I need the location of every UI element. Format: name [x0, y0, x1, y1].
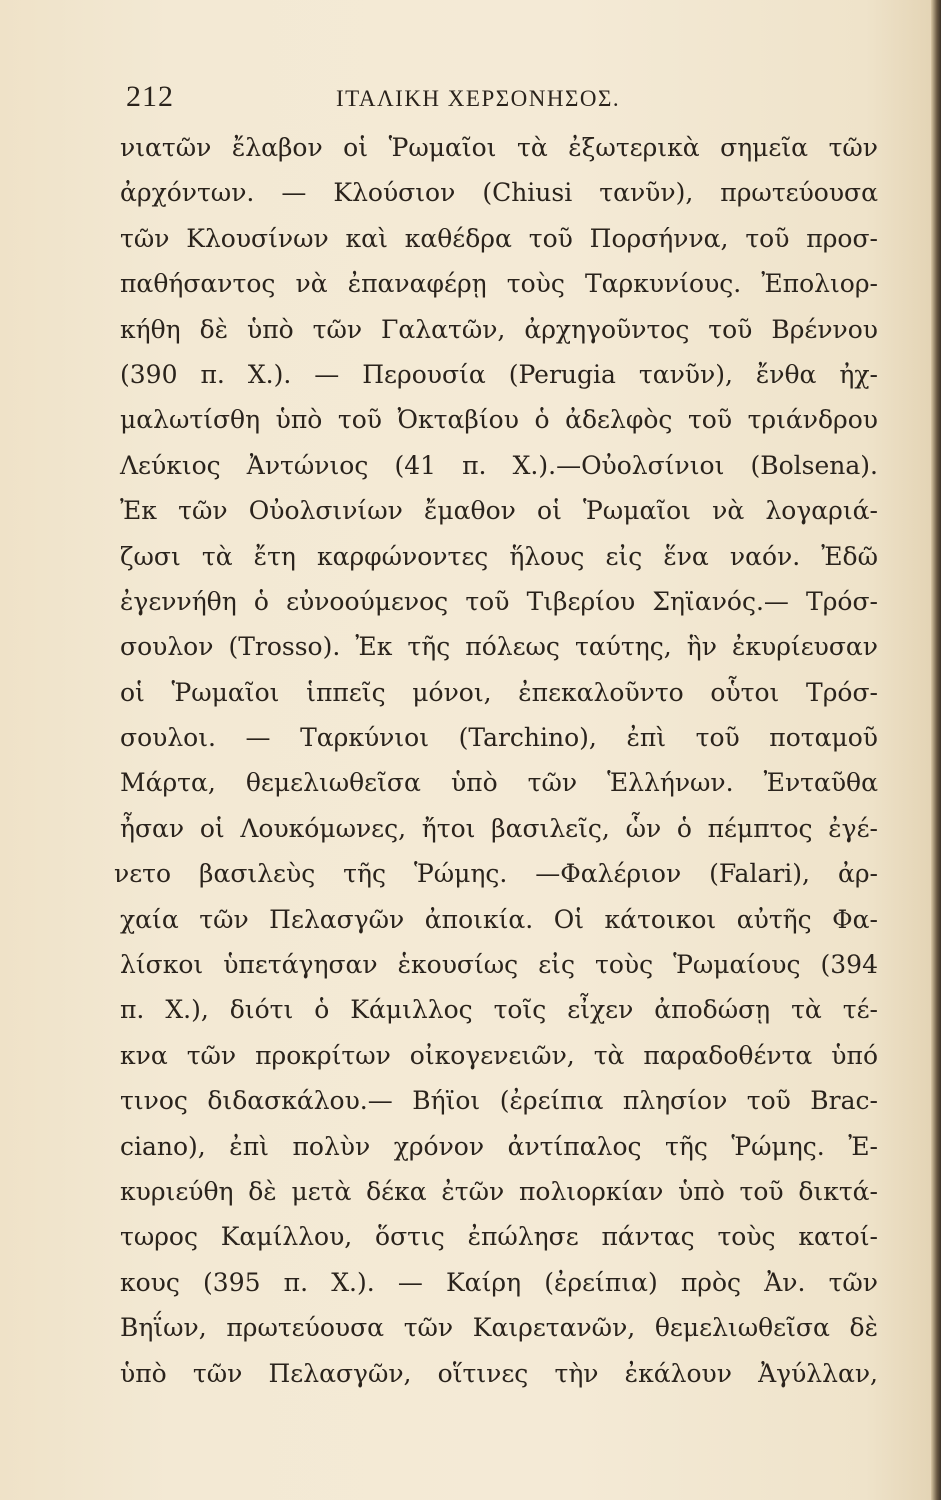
page-edge — [931, 0, 941, 1500]
body-text — [114, 125, 878, 1396]
text-line: κυριεύθη δὲ μετὰ δέκα ἐτῶν πολιορκίαν ὑπὸ τοῦ δικτά- — [120, 1176, 878, 1206]
text-line: (390 π. Χ.). — Περουσία (Perugia τανῦν), ἔνθα ἠχ- — [120, 359, 878, 389]
text-line: ζωσι τὰ ἔτη καρφώνοντες ἥλους εἰς ἕνα ναόν. Ἐδῶ — [120, 541, 878, 571]
text-line: ἦσαν οἱ Λουκόμωνες, ἤτοι βασιλεῖς, ὧν ὁ πέμπτος ἐγέ- — [120, 813, 878, 843]
text-line: ciano), ἐπὶ πολὺν χρόνον ἀντίπαλος τῆς Ῥώμης. Ἐ- — [120, 1131, 878, 1161]
text-line: ἐγεννήθη ὁ εὐνοούμενος τοῦ Τιβερίου Σηϊανός.— Τρόσ- — [120, 586, 878, 616]
text-line: παθήσαντος νὰ ἐπαναφέρῃ τοὺς Ταρκυνίους. Ἐπολιορ- — [120, 269, 878, 299]
text-line: κήθη δὲ ὑπὸ τῶν Γαλατῶν, ἀρχηγοῦντος τοῦ Βρέννου — [120, 314, 878, 344]
text-line: ὑπὸ τῶν Πελασγῶν, οἵτινες τὴν ἐκάλουν Ἀγύλλαν, — [120, 1358, 878, 1388]
text-line: νετο βασιλεὺς τῆς Ῥώμης. —Φαλέριον (Falari), ἀρ- — [114, 859, 878, 889]
text-line: οἱ Ῥωμαῖοι ἱππεῖς μόνοι, ἐπεκαλοῦντο οὗτοι Τρόσ- — [120, 677, 878, 707]
text-line: κους (395 π. Χ.). — Καίρη (ἐρείπια) πρὸς Ἀν. τῶν — [120, 1267, 878, 1297]
text-line: Μάρτα, θεμελιωθεῖσα ὑπὸ τῶν Ἑλλήνων. Ἐνταῦθα — [120, 768, 878, 798]
text-line: Λεύκιος Ἀντώνιος (41 π. Χ.).—Οὐολσίνιοι (Bolsena). — [120, 450, 878, 480]
text-line: κνα τῶν προκρίτων οἰκογενειῶν, τὰ παραδοθέντα ὑπό — [120, 1040, 878, 1070]
text-line: τινος διδασκάλου.— Βήϊοι (ἐρείπια πλησίον τοῦ Brac- — [120, 1086, 878, 1116]
page-number: 212 — [126, 80, 174, 113]
text-line: σουλοι. — Ταρκύνιοι (Tarchino), ἐπὶ τοῦ ποταμοῦ — [120, 723, 878, 753]
text-line: τῶν Κλουσίνων καὶ καθέδρα τοῦ Πορσήννα, τοῦ προσ- — [120, 223, 878, 253]
page-header — [126, 80, 866, 120]
text-line: σουλον (Trosso). Ἐκ τῆς πόλεως ταύτης, ἣν ἐκυρίευσαν — [120, 632, 878, 662]
text-line: ἀρχόντων. — Κλούσιον (Chiusi τανῦν), πρωτεύουσα — [120, 178, 878, 208]
text-line: νιατῶν ἔλαβον οἱ Ῥωμαῖοι τὰ ἐξωτερικὰ σημεῖα τῶν — [120, 133, 878, 162]
text-line: λίσκοι ὑπετάγησαν ἑκουσίως εἰς τοὺς Ῥωμαίους (394 — [120, 950, 878, 980]
text-line: μαλωτίσθη ὑπὸ τοῦ Ὀκταβίου ὁ ἀδελφὸς τοῦ τριάνδρου — [120, 405, 878, 435]
text-line: Βηΐων, πρωτεύουσα τῶν Καιρετανῶν, θεμελιωθεῖσα δὲ — [120, 1313, 878, 1343]
running-title: ΙΤΑΛΙΚΗ ΧΕΡΣΟΝΗΣΟΣ. — [336, 86, 621, 111]
text-line: Ἐκ τῶν Οὐολσινίων ἔμαθον οἱ Ῥωμαῖοι νὰ λογαριά- — [120, 496, 878, 526]
text-line: τωρος Καμίλλου, ὅστις ἐπώλησε πάντας τοὺς κατοί- — [120, 1222, 878, 1252]
text-line: χαία τῶν Πελασγῶν ἀποικία. Οἱ κάτοικοι αὐτῆς Φα- — [120, 904, 878, 934]
text-line: π. Χ.), διότι ὁ Κάμιλλος τοῖς εἶχεν ἀποδώσῃ τὰ τέ- — [120, 995, 878, 1025]
